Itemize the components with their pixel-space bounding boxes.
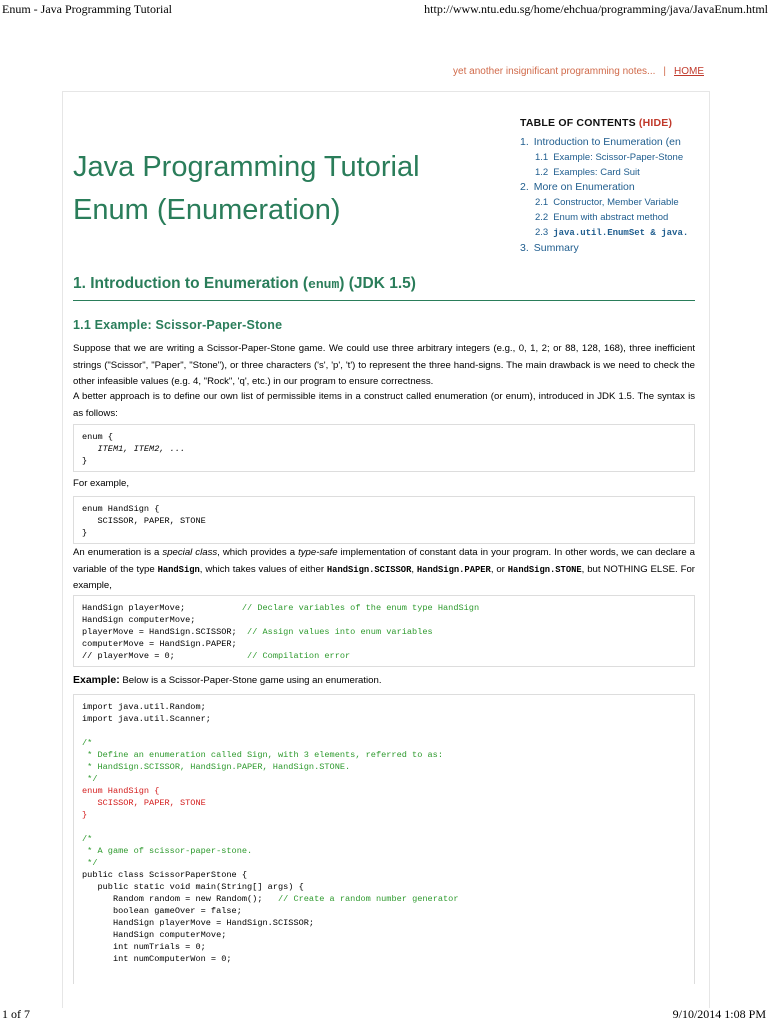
- code-enum-line: SCISSOR, PAPER, STONE: [82, 798, 206, 808]
- toc-heading-label: TABLE OF CONTENTS: [520, 117, 636, 129]
- code-comment: * HandSign.SCISSOR, HandSign.PAPER, HandSign.STONE.: [82, 762, 351, 772]
- home-link[interactable]: HOME: [674, 66, 704, 77]
- print-header: [0, 0, 768, 18]
- toc-item-label: java.util.EnumSet & java.: [553, 228, 689, 238]
- code-comment: // Assign values into enum variables: [247, 627, 433, 637]
- toc-item-1-2[interactable]: [520, 165, 708, 180]
- toc-item-label: Example: Scissor-Paper-Stone: [553, 152, 684, 163]
- code-block-syntax: [73, 424, 695, 472]
- toc-item-1-1[interactable]: [520, 150, 708, 165]
- text: ,: [411, 563, 417, 575]
- toc-item-label: More on Enumeration: [533, 181, 635, 193]
- code-line: SCISSOR, PAPER, STONE: [82, 516, 206, 526]
- code-block-game: [73, 694, 695, 984]
- toc-item-2-1[interactable]: [520, 195, 708, 210]
- code-comment: */: [82, 774, 98, 784]
- code-comment: */: [82, 858, 98, 868]
- paragraph-3: For example,: [73, 478, 129, 489]
- code-line: HandSign computerMove;: [82, 930, 227, 940]
- toc-item-number: 1.: [520, 136, 529, 148]
- code-comment: // Declare variables of the enum type HandSign: [241, 603, 480, 613]
- table-of-contents: [520, 117, 708, 256]
- section-1-heading-code: enum: [308, 277, 340, 292]
- text: , which takes values of either: [199, 563, 327, 575]
- code-line: }: [82, 456, 88, 466]
- section-1-heading: [73, 275, 695, 301]
- print-footer-page: 1 of 7: [2, 1007, 30, 1021]
- code-line: import java.util.Random;: [82, 702, 206, 712]
- code-block-variables: [73, 595, 695, 667]
- inline-code: HandSign: [157, 564, 200, 575]
- toc-item-label: Examples: Card Suit: [553, 167, 640, 178]
- text-italic: special class: [162, 547, 218, 558]
- toc-item-label: Summary: [533, 242, 579, 254]
- print-header-title: Enum - Java Programming Tutorial: [2, 2, 172, 16]
- toc-item-number: 1.1: [535, 152, 549, 163]
- code-line: }: [82, 528, 88, 538]
- text: , which provides a: [217, 547, 299, 558]
- toc-item-number: 1.2: [535, 167, 549, 178]
- toc-hide-link[interactable]: (HIDE): [638, 117, 673, 129]
- toc-item-label: Constructor, Member Variable: [553, 197, 679, 208]
- code-line: enum HandSign {: [82, 504, 160, 514]
- code-text: Random random = new Random();: [82, 894, 278, 904]
- toc-item-3[interactable]: [520, 241, 708, 256]
- print-header-url: http://www.ntu.edu.sg/home/ehchua/programming/java/JavaEnum.html: [424, 2, 768, 16]
- toc-item-number: 2.3: [535, 227, 549, 238]
- text: An enumeration is a: [73, 547, 163, 558]
- inline-code: HandSign.SCISSOR: [326, 564, 412, 575]
- toc-item-1[interactable]: [520, 135, 708, 150]
- toc-item-number: 2.1: [535, 197, 549, 208]
- toc-item-number: 2.2: [535, 212, 549, 223]
- code-line: [82, 444, 185, 454]
- toc-item-label: Introduction to Enumeration (en: [533, 136, 681, 148]
- paragraph-5: [73, 672, 695, 690]
- section-1-heading-post: ) (JDK 1.5): [339, 275, 416, 292]
- text: , but NOTHING ELSE. For example,: [73, 563, 695, 591]
- text: Below is a Scissor-Paper-Stone game using an enumeration.: [119, 675, 382, 686]
- print-footer-datetime: 9/10/2014 1:08 PM: [672, 1007, 766, 1021]
- paragraph-1: Suppose that we are writing a Scissor-Paper-Stone game. We could use three arbitrary integers (e.g., 0, 1, 2; or 88, 128, 168), three inefficient strings ("Scissor", "Paper", "Stone"), or three characters ('s', 'p', 't') to represent the three hand-signs. The main drawback is we need to check the other infeasible values (e.g. 4, "Rock", 'q', etc.) in our program to ensure correctness.: [73, 343, 695, 387]
- code-line: [82, 627, 433, 637]
- code-text: ITEM1, ITEM2, ...: [97, 444, 186, 454]
- toc-item-2[interactable]: [520, 180, 708, 195]
- toc-heading: [520, 117, 708, 129]
- inline-code: HandSign.STONE: [507, 564, 582, 575]
- code-comment: // Create a random number generator: [277, 894, 459, 904]
- inline-code: HandSign.PAPER: [416, 564, 491, 575]
- code-line: public class ScissorPaperStone {: [82, 870, 248, 880]
- code-line: boolean gameOver = false;: [82, 906, 242, 916]
- paragraph-4: [73, 545, 695, 595]
- text-italic: type-safe: [298, 547, 338, 558]
- section-1-heading-pre: 1. Introduction to Enumeration (: [73, 275, 309, 292]
- code-line: public static void main(String[] args) {: [82, 882, 304, 892]
- toc-item-number: 2.: [520, 181, 529, 193]
- code-enum-line: }: [82, 810, 88, 820]
- code-line: [82, 603, 479, 613]
- toc-item-2-3[interactable]: [520, 225, 708, 241]
- text-bold: Example:: [73, 674, 120, 686]
- page-title-line2: Enum (Enumeration): [73, 194, 341, 226]
- code-line: [82, 651, 350, 661]
- page-title-line1: Java Programming Tutorial: [73, 151, 420, 183]
- code-text: playerMove = HandSign.SCISSOR;: [82, 627, 248, 637]
- toc-item-label: Enum with abstract method: [553, 212, 669, 223]
- code-line: [82, 894, 458, 904]
- section-1-1-heading: 1.1 Example: Scissor-Paper-Stone: [73, 318, 283, 332]
- print-footer: [0, 1007, 768, 1023]
- code-comment: // Compilation error: [247, 651, 351, 661]
- text: implementation of constant data in your program. In other words, we can declare a variable of the type: [73, 547, 696, 575]
- code-line: HandSign computerMove;: [82, 615, 196, 625]
- code-line: HandSign playerMove = HandSign.SCISSOR;: [82, 918, 315, 928]
- tagline: yet another insignificant programming notes...: [453, 66, 656, 77]
- toc-item-2-2[interactable]: [520, 210, 708, 225]
- code-line: int numComputerWon = 0;: [82, 954, 232, 964]
- code-line: import java.util.Scanner;: [82, 714, 211, 724]
- text: , or: [490, 563, 508, 575]
- code-enum-line: enum HandSign {: [82, 786, 160, 796]
- page-title: [73, 146, 420, 232]
- code-text: // playerMove = 0;: [82, 651, 248, 661]
- toc-list: [520, 135, 708, 256]
- code-line: computerMove = HandSign.PAPER;: [82, 639, 237, 649]
- separator: |: [663, 66, 666, 77]
- toc-item-number: 3.: [520, 242, 529, 254]
- code-text: HandSign playerMove;: [82, 603, 242, 613]
- code-line: enum {: [82, 432, 113, 442]
- code-block-example: [73, 496, 695, 544]
- code-line: int numTrials = 0;: [82, 942, 206, 952]
- code-comment: /*: [82, 738, 93, 748]
- code-comment: /*: [82, 834, 93, 844]
- top-notes: [453, 66, 704, 77]
- code-comment: * A game of scissor-paper-stone.: [82, 846, 253, 856]
- paragraph-2: A better approach is to define our own list of permissible items in a construct called enumeration (or enum), introduced in JDK 1.5. The syntax is as follows:: [73, 391, 695, 419]
- code-comment: * Define an enumeration called Sign, with 3 elements, referred to as:: [82, 750, 443, 760]
